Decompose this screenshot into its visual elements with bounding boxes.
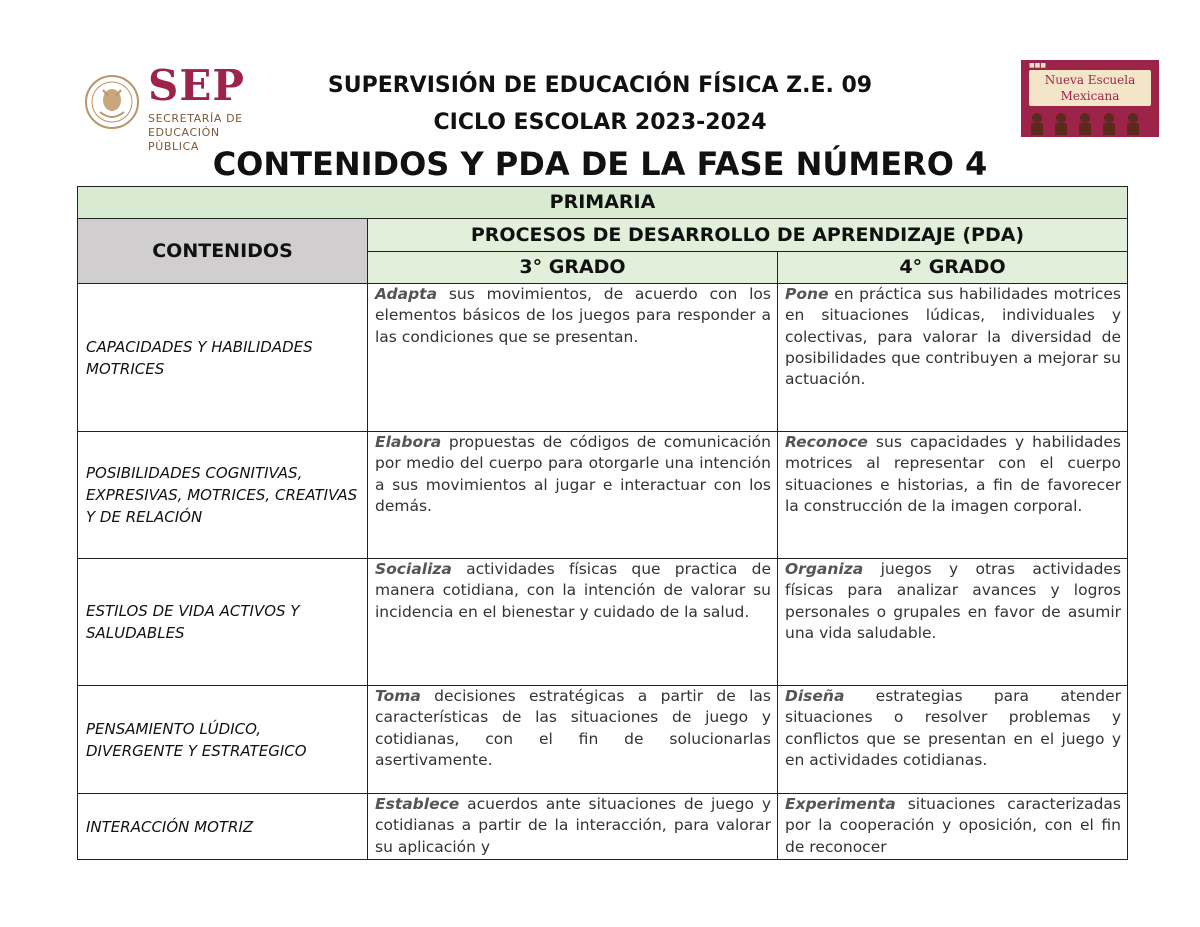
pda-grade3-cell: [368, 794, 778, 860]
content-cell: [78, 686, 368, 794]
pda-verb: Organiza: [785, 560, 864, 578]
pda-grade3-cell: [368, 559, 778, 686]
table-row: [78, 794, 1128, 860]
sep-subtitle-line2: EDUCACIÓN PÚBLICA: [148, 126, 220, 153]
pda-text: decisiones estratégicas a partir de las características de las situaciones de juego y cotidianas, con el fin de solucionarlas asertivamente.: [375, 687, 771, 769]
nem-top-strip: ■■■: [1029, 62, 1047, 69]
pda-grade4-cell: [778, 432, 1128, 559]
nem-line1: Nueva Escuela: [1044, 73, 1136, 87]
nem-line2: Mexicana: [1060, 89, 1120, 103]
pda-grade3-cell: [368, 686, 778, 794]
pda-grade4-cell: [778, 686, 1128, 794]
table-row: [78, 284, 1128, 432]
pda-verb: Reconoce: [785, 433, 868, 451]
pda-text: propuestas de códigos de comunicación por medio del cuerpo para otorgarle una intención a sus movimientos al jugar e interactuar con los demás.: [375, 433, 771, 515]
content-cell: [78, 794, 368, 860]
pda-text: actividades físicas que practica de manera cotidiana, con la intención de valorar su incidencia en el bienestar y cuidado de la salud.: [375, 560, 771, 621]
pda-grade4-cell: [778, 794, 1128, 860]
supervision-title: SUPERVISIÓN DE EDUCACIÓN FÍSICA Z.E. 09: [327, 73, 873, 98]
pda-text: juegos y otras actividades físicas para analizar avances y logros personales o grupales en favor de asumir una vida saludable.: [785, 560, 1122, 642]
content-name: INTERACCIÓN MOTRIZ: [86, 817, 254, 836]
table-row: [78, 432, 1128, 559]
pda-text: acuerdos ante situaciones de juego y cotidianas a partir de la interacción, para valorar su aplicación y: [375, 795, 771, 856]
nueva-escuela-mexicana-logo: [1021, 60, 1159, 137]
content-name: POSIBILIDADES COGNITIVAS, EXPRESIVAS, MOTRICES, CREATIVAS Y DE RELACIÓN: [86, 464, 358, 526]
content-name: CAPACIDADES Y HABILIDADES MOTRICES: [86, 337, 313, 378]
pda-text: estrategias para atender situaciones o resolver problemas y conflictos que se presentan en el juego y en actividades cotidianas.: [785, 687, 1122, 769]
school-cycle-title: CICLO ESCOLAR 2023-2024: [433, 110, 767, 135]
nem-banner: [1029, 70, 1151, 106]
table-row: [78, 559, 1128, 686]
pda-verb: Elabora: [375, 433, 442, 451]
pda-grade3-cell: [368, 284, 778, 432]
sep-wordmark: SEP: [148, 61, 245, 110]
content-cell: [78, 559, 368, 686]
page-title: CONTENIDOS Y PDA DE LA FASE NÚMERO 4: [212, 145, 988, 183]
pda-verb: Pone: [785, 285, 829, 303]
content-name: ESTILOS DE VIDA ACTIVOS Y SALUDABLES: [86, 602, 300, 642]
heroes-figures-icon: [1025, 110, 1155, 135]
pda-grade4-cell: [778, 284, 1128, 432]
pda-verb: Establece: [375, 795, 460, 813]
pda-text: en práctica sus habilidades motrices en situaciones lúdicas, individuales y colectivas, para valorar la diversidad de posibilidades que contribuyen a mejorar su actuación.: [785, 285, 1122, 389]
grade-4-header: 4° GRADO: [778, 252, 1128, 284]
sep-subtitle-line1: SECRETARÍA DE: [148, 112, 243, 125]
pda-text: situaciones caracterizadas por la cooperación y oposición, con el fin de reconocer: [785, 795, 1122, 856]
grade-3-header: 3° GRADO: [368, 252, 778, 284]
pda-verb: Diseña: [785, 687, 845, 705]
pda-verb: Adapta: [375, 285, 438, 303]
pda-grade4-cell: [778, 559, 1128, 686]
pda-verb: Toma: [375, 687, 421, 705]
pda-verb: Experimenta: [785, 795, 896, 813]
primaria-header: PRIMARIA: [78, 187, 1128, 219]
content-cell: [78, 284, 368, 432]
pda-verb: Socializa: [375, 560, 452, 578]
contents-pda-table: [77, 186, 1128, 860]
content-name: PENSAMIENTO LÚDICO, DIVERGENTE Y ESTRATEGICO: [86, 719, 307, 760]
contents-header: CONTENIDOS: [78, 219, 368, 284]
pda-header: PROCESOS DE DESARROLLO DE APRENDIZAJE (PDA): [368, 219, 1128, 252]
pda-grade3-cell: [368, 432, 778, 559]
pda-text: sus capacidades y habilidades motrices al representar con el cuerpo situaciones e historias, a fin de favorecer la construcción de la imagen corporal.: [785, 433, 1122, 515]
pda-text: sus movimientos, de acuerdo con los elementos básicos de los juegos para responder a las condiciones que se presentan.: [375, 285, 771, 346]
content-cell: [78, 432, 368, 559]
table-row: [78, 686, 1128, 794]
